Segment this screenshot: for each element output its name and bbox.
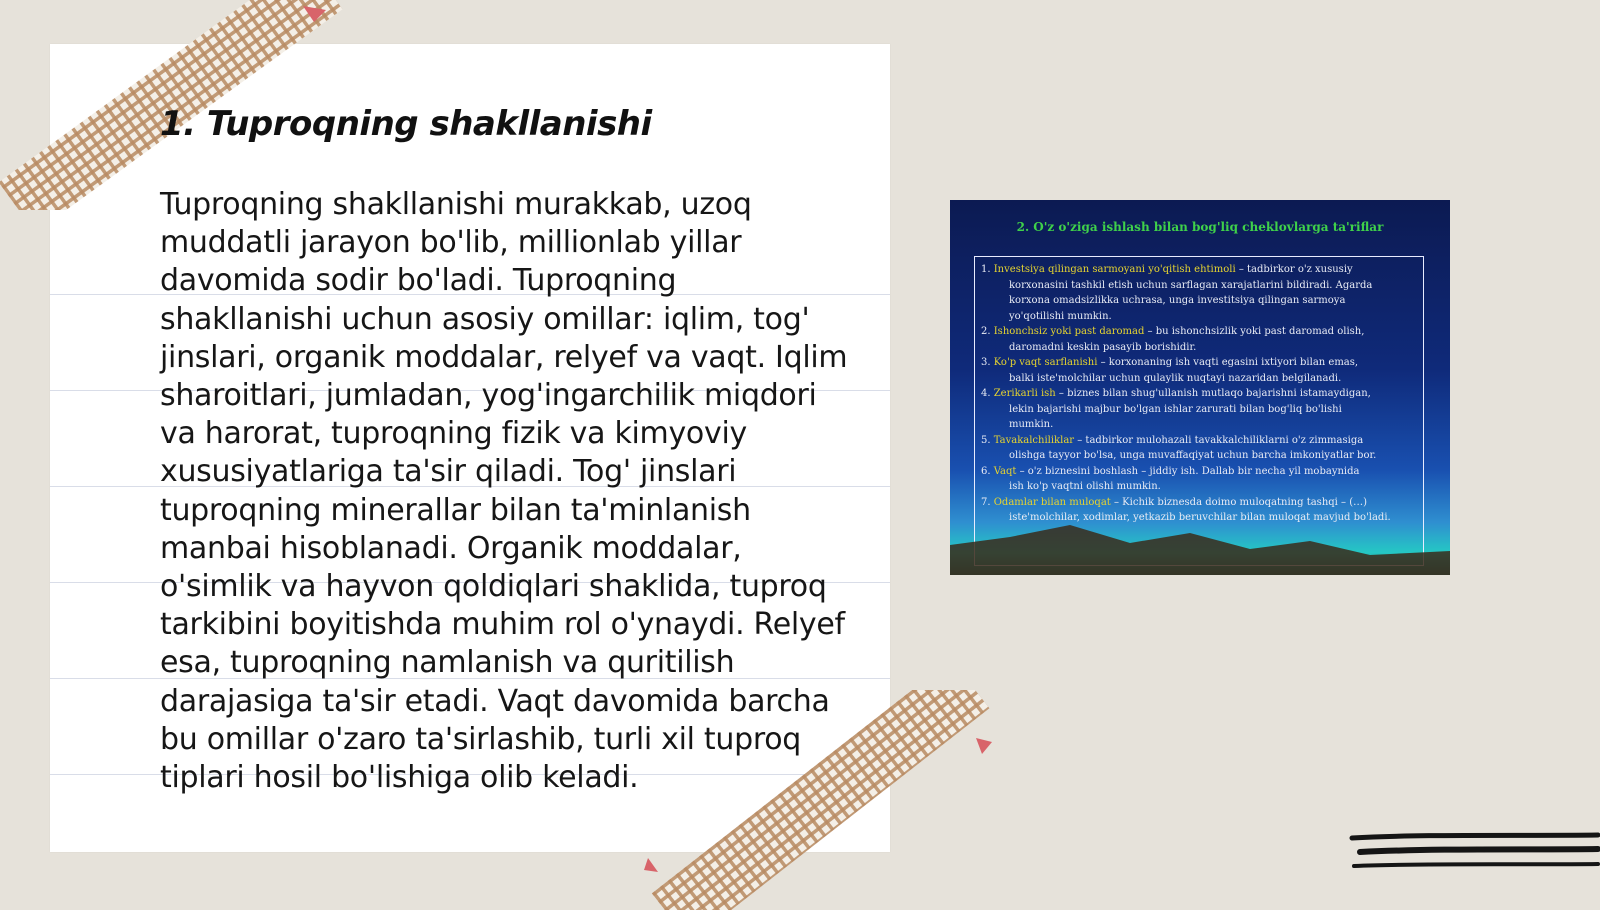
slide-item-number: 2. [981,326,991,337]
slide-item-text: balki iste'molchilar uchun qulaylik nuqtayi nazaridan belgilanadi. [1009,372,1342,384]
slide-list-item [981,294,1417,308]
slide-item-number: 6. [981,465,991,477]
body-paragraph: Tuproqning shakllanishi murakkab, uzoq muddatli jarayon bo'lib, millionlab yillar davomida sodir bo'ladi. Tuproqning shakllanishi uchun asosiy omillar: iqlim, tog' jinslari, organik moddalar, relyef va vaqt. Iqlim sharoitlari, jumladan, yog'ingarchilik miqdori va harorat, tuproqning fizik va kimyoviy xususiyatlariga ta'sir qiladi. Tog' jinslari tuproqning minerallar bilan ta'minlanish manbai hisoblanadi. Organik moddalar, o'simlik va hayvon qoldiqlari shaklida, tuproq tarkibini boyitishda muhim rol o'ynaydi. Relyef esa, tuproqning namlanish va quritilish darajasiga ta'sir etadi. Vaqt davomida barcha bu omillar o'zaro ta'sirlashib, turli xil tuproq tiplari hosil bo'lishiga olib keladi. [160,187,848,796]
slide-list-item [981,403,1417,417]
slide-item-text: lekin bajarishi majbur bo'lgan ishlar zarurati bilan bog'liq bo'lishi [1009,403,1342,415]
slide-item-text: – korxonaning ish vaqti egasini ixtiyori bilan emas, [1097,357,1359,368]
slide-item-text: – tadbirkor mulohazali tavakkalchiliklarni o'z zimmasiga [1074,434,1364,446]
slide-item-term: Investsiya qilingan sarmoyani yo'qitish ehtimoli [993,264,1236,275]
slide-list-item [981,465,1417,479]
slide-list-item [981,480,1417,494]
slide-item-text: – Kichik biznesda doimo muloqatning tashqi – (…) [1110,496,1368,508]
slide-item-text: daromadni keskin pasayib borishidir. [1009,341,1197,353]
slide-list-item [981,279,1417,293]
slide-item-text: – biznes bilan shug'ullanish mutlaqo bajarishni istamaydigan, [1055,388,1371,399]
slide-item-term: Odamlar bilan muloqat [993,496,1111,508]
slide-item-text: olishga tayyor bo'lsa, unga muvaffaqiyat uchun barcha imkoniyatlar bor. [1009,450,1377,461]
page-title: 1. Tuproqning shakllanishi [160,104,652,144]
slide-item-term: Ishonchsiz yoki past daromad [993,326,1145,337]
slide-item-text: mumkin. [1009,419,1054,430]
slide-item-text: iste'molchilar, xodimlar, yetkazib beruvchilar bilan muloqat mavjud bo'ladi. [1009,512,1391,523]
slide-image-title: 2. O'z o'ziga ishlash bilan bog'liq cheklovlarga ta'riflar [1016,220,1384,234]
slide-item-text: korxona omadsizlikka uchrasa, unga investitsiya qilingan sarmoya [1009,295,1346,306]
slide-item-text: yo'qotilishi mumkin. [1009,310,1112,322]
slide-item-term: Ko'p vaqt sarflanishi [993,357,1098,368]
slide-item-number: 5. [981,434,991,446]
slide-item-term: Tavakalchiliklar [993,434,1075,446]
brush-stroke-decoration [1340,830,1600,880]
slide-list-item [981,356,1417,370]
slide-item-text: ish ko'p vaqtni olishi mumkin. [1009,481,1161,492]
slide-item-number: 7. [981,496,991,508]
slide-item-text: – tadbirkor o'z xususiy [1235,264,1353,275]
slide-item-number: 3. [981,357,991,368]
slide-list-item [981,387,1417,401]
slide-list-item [981,372,1417,386]
embedded-slide-image [950,200,1450,575]
slide-item-term: Zerikarli ish [993,388,1056,399]
slide-item-text: – bu ishonchsizlik yoki past daromad olish, [1144,326,1365,337]
slide-list-item [981,263,1417,277]
slide-list-item [981,418,1417,432]
slide-item-term: Vaqt [993,465,1017,477]
slide-item-text: korxonasini tashkil etish uchun sarflagan xarajatlarini bildiradi. Agarda [1009,279,1373,291]
slide-item-number: 4. [981,388,991,399]
slide-list-item [981,434,1417,448]
slide-list-item [981,310,1417,324]
slide-list-item [981,496,1417,510]
slide-list-item [981,449,1417,463]
mountain-silhouette [950,515,1450,575]
slide-item-number: 1. [981,264,991,275]
slide-item-text: – o'z biznesini boshlash – jiddiy ish. Dallab bir necha yil mobaynida [1016,465,1360,477]
slide-list-item [981,325,1417,339]
slide-list-item [981,341,1417,355]
